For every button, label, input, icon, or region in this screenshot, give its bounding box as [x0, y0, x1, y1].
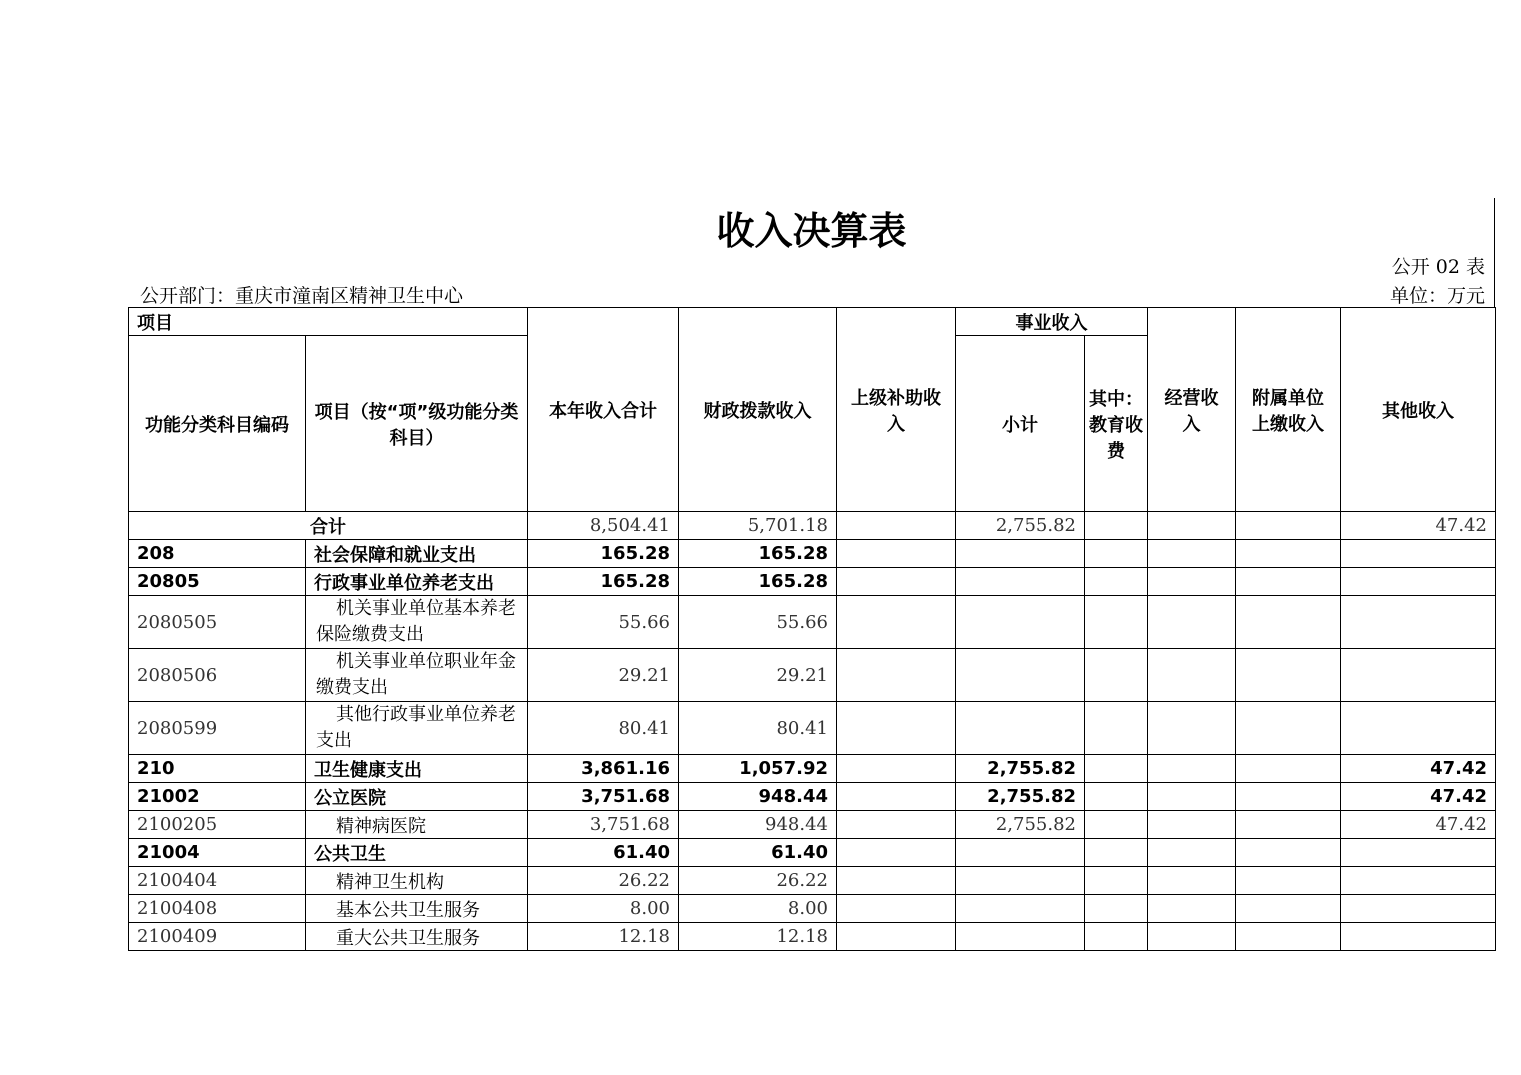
row-education	[1085, 811, 1148, 839]
table-row	[129, 649, 1496, 702]
row-fiscal: 29.21	[679, 649, 837, 702]
row-operating	[1148, 540, 1236, 568]
form-number: 公开 02 表	[1391, 256, 1485, 278]
row-subtotal: 2,755.82	[956, 811, 1085, 839]
row-affiliated	[1236, 839, 1341, 867]
row-fiscal: 948.44	[679, 811, 837, 839]
total-label: 合计	[129, 512, 528, 540]
header-item-name: 项目（按“项”级功能分类科目）	[306, 336, 528, 512]
row-fiscal: 948.44	[679, 783, 837, 811]
row-other	[1341, 895, 1496, 923]
unit-label: 单位：万元	[1389, 285, 1485, 307]
header-operating: 经营收入	[1148, 308, 1236, 512]
row-superior	[837, 649, 956, 702]
row-code: 2080599	[129, 702, 306, 755]
table-row	[129, 568, 1496, 596]
header-func-code: 功能分类科目编码	[129, 336, 306, 512]
row-name: 卫生健康支出	[306, 755, 528, 783]
department-label: 公开部门：重庆市潼南区精神卫生中心	[140, 285, 464, 307]
row-superior	[837, 568, 956, 596]
row-other	[1341, 867, 1496, 895]
row-code: 2080506	[129, 649, 306, 702]
row-subtotal	[956, 867, 1085, 895]
table-row	[129, 596, 1496, 649]
row-total: 55.66	[528, 596, 679, 649]
row-total: 26.22	[528, 867, 679, 895]
row-subtotal	[956, 923, 1085, 951]
row-affiliated	[1236, 895, 1341, 923]
row-total: 3,751.68	[528, 811, 679, 839]
row-code: 210	[129, 755, 306, 783]
row-education	[1085, 568, 1148, 596]
row-other: 47.42	[1341, 811, 1496, 839]
row-education	[1085, 540, 1148, 568]
header-total: 本年收入合计	[528, 308, 679, 512]
row-name: 精神卫生机构	[306, 867, 528, 895]
row-operating	[1148, 596, 1236, 649]
row-affiliated	[1236, 811, 1341, 839]
row-affiliated	[1236, 783, 1341, 811]
row-subtotal: 2,755.82	[956, 783, 1085, 811]
row-affiliated	[1236, 867, 1341, 895]
page-title: 收入决算表	[716, 209, 907, 253]
row-total: 80.41	[528, 702, 679, 755]
table-row	[129, 540, 1496, 568]
row-code: 2100404	[129, 867, 306, 895]
row-subtotal	[956, 702, 1085, 755]
row-name: 基本公共卫生服务	[306, 895, 528, 923]
row-total: 8.00	[528, 895, 679, 923]
row-operating	[1148, 895, 1236, 923]
row-other	[1341, 596, 1496, 649]
row-subtotal	[956, 649, 1085, 702]
header-subtotal: 小计	[956, 336, 1085, 512]
row-code: 2100205	[129, 811, 306, 839]
row-subtotal	[956, 540, 1085, 568]
row-total: 61.40	[528, 839, 679, 867]
row-other	[1341, 649, 1496, 702]
row-subtotal: 2,755.82	[956, 755, 1085, 783]
row-operating	[1148, 867, 1236, 895]
header-project: 项目	[129, 308, 528, 336]
row-affiliated	[1236, 702, 1341, 755]
row-operating	[1148, 755, 1236, 783]
row-superior	[837, 923, 956, 951]
row-total: 29.21	[528, 649, 679, 702]
row-education	[1085, 755, 1148, 783]
row-total: 165.28	[528, 568, 679, 596]
total-row	[129, 512, 1496, 540]
row-operating	[1148, 923, 1236, 951]
row-total: 12.18	[528, 923, 679, 951]
table-row	[129, 783, 1496, 811]
row-fiscal: 26.22	[679, 867, 837, 895]
row-operating	[1148, 811, 1236, 839]
row-education	[1085, 895, 1148, 923]
row-subtotal	[956, 839, 1085, 867]
row-other: 47.42	[1341, 755, 1496, 783]
row-name: 精神病医院	[306, 811, 528, 839]
row-name: 行政事业单位养老支出	[306, 568, 528, 596]
row-superior	[837, 755, 956, 783]
row-fiscal: 165.28	[679, 568, 837, 596]
row-superior	[837, 540, 956, 568]
row-name: 其他行政事业单位养老支出	[306, 702, 528, 755]
row-superior	[837, 839, 956, 867]
row-other	[1341, 923, 1496, 951]
row-affiliated	[1236, 596, 1341, 649]
row-code: 2100409	[129, 923, 306, 951]
row-education	[1085, 649, 1148, 702]
table-row	[129, 895, 1496, 923]
row-other	[1341, 702, 1496, 755]
row-superior	[837, 867, 956, 895]
row-fiscal: 55.66	[679, 596, 837, 649]
row-affiliated	[1236, 755, 1341, 783]
header-business: 事业收入	[956, 308, 1148, 336]
total-total: 8,504.41	[528, 512, 679, 540]
row-total: 165.28	[528, 540, 679, 568]
row-operating	[1148, 783, 1236, 811]
row-other	[1341, 540, 1496, 568]
row-name: 公共卫生	[306, 839, 528, 867]
row-affiliated	[1236, 923, 1341, 951]
row-name: 机关事业单位基本养老保险缴费支出	[306, 596, 528, 649]
row-subtotal	[956, 596, 1085, 649]
row-superior	[837, 596, 956, 649]
row-operating	[1148, 839, 1236, 867]
header-fiscal: 财政拨款收入	[679, 308, 837, 512]
row-education	[1085, 867, 1148, 895]
table-row	[129, 923, 1496, 951]
row-code: 21002	[129, 783, 306, 811]
row-operating	[1148, 649, 1236, 702]
row-affiliated	[1236, 568, 1341, 596]
row-superior	[837, 811, 956, 839]
row-education	[1085, 923, 1148, 951]
row-education	[1085, 596, 1148, 649]
header-affiliated: 附属单位上缴收入	[1236, 308, 1341, 512]
row-subtotal	[956, 568, 1085, 596]
header-superior: 上级补助收入	[837, 308, 956, 512]
row-name: 公立医院	[306, 783, 528, 811]
header-other: 其他收入	[1341, 308, 1496, 512]
row-code: 2100408	[129, 895, 306, 923]
row-superior	[837, 895, 956, 923]
row-other: 47.42	[1341, 783, 1496, 811]
table-row	[129, 867, 1496, 895]
row-education	[1085, 839, 1148, 867]
row-code: 20805	[129, 568, 306, 596]
row-superior	[837, 702, 956, 755]
row-affiliated	[1236, 540, 1341, 568]
row-education	[1085, 783, 1148, 811]
row-superior	[837, 783, 956, 811]
row-fiscal: 80.41	[679, 702, 837, 755]
table-row	[129, 811, 1496, 839]
income-table	[128, 307, 1496, 951]
row-education	[1085, 702, 1148, 755]
row-fiscal: 61.40	[679, 839, 837, 867]
table-row	[129, 839, 1496, 867]
row-total: 3,751.68	[528, 783, 679, 811]
row-fiscal: 8.00	[679, 895, 837, 923]
table-row	[129, 755, 1496, 783]
row-fiscal: 165.28	[679, 540, 837, 568]
row-code: 2080505	[129, 596, 306, 649]
row-fiscal: 1,057.92	[679, 755, 837, 783]
row-name: 重大公共卫生服务	[306, 923, 528, 951]
row-total: 3,861.16	[528, 755, 679, 783]
row-fiscal: 12.18	[679, 923, 837, 951]
row-other	[1341, 839, 1496, 867]
total-fiscal: 5,701.18	[679, 512, 837, 540]
row-code: 21004	[129, 839, 306, 867]
total-subtotal: 2,755.82	[956, 512, 1085, 540]
row-subtotal	[956, 895, 1085, 923]
row-operating	[1148, 568, 1236, 596]
header-education: 其中：教育收费	[1085, 336, 1148, 512]
table-row	[129, 702, 1496, 755]
row-name: 社会保障和就业支出	[306, 540, 528, 568]
row-other	[1341, 568, 1496, 596]
row-code: 208	[129, 540, 306, 568]
total-other: 47.42	[1341, 512, 1496, 540]
row-name: 机关事业单位职业年金缴费支出	[306, 649, 528, 702]
row-affiliated	[1236, 649, 1341, 702]
row-operating	[1148, 702, 1236, 755]
